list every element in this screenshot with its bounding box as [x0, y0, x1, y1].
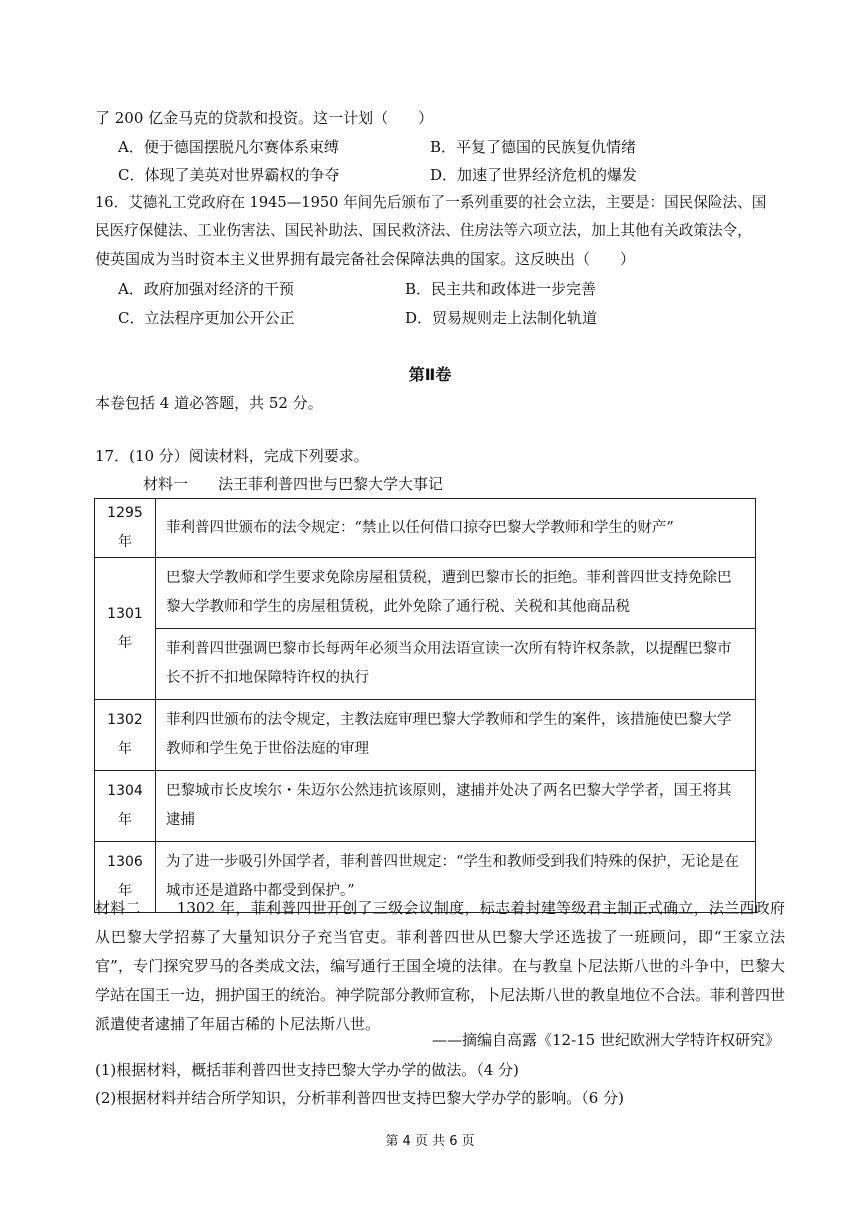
event-year: 1302 年 — [95, 700, 156, 771]
table-row — [95, 771, 756, 842]
q16-stem-line1: 16．艾德礼工党政府在 1945—1950 年间先后颁布了一系列重要的社会立法，主要是：国民保险法、国 — [95, 194, 767, 211]
event-text: 为了进一步吸引外国学者，菲利普四世规定：“学生和教师受到我们特殊的保护，无论是在城市还是道路中都受到保护。” — [156, 842, 756, 913]
page-footer: 第 4 页 共 6 页 — [385, 1134, 475, 1149]
material2-text: 1302 年，菲利普四世开创了三级会议制度，标志着封建等级君主制正式确立，法兰西政府从巴黎大学招募了大量知识分子充当官吏。菲利普四世从巴黎大学还选拔了一班顾问，即“王家立法官”，专门探究罗马的各类成文法，编写通行王国全境的法律。在与教皇卜尼法斯八世的斗争中，巴黎大学站在国王一边，拥护国王的统治。神学院部分教师宣称，卜尼法斯八世的教皇地位不合法。菲利普四世派遣使者逮捕了年届古稀的卜尼法斯八世。 — [95, 899, 786, 1033]
table-row — [95, 558, 756, 629]
q15-option-b: B．平复了德国的民族复仇情绪 — [430, 138, 637, 156]
event-year: 1301 年 — [95, 558, 156, 700]
material2-block — [95, 894, 785, 1039]
q15-option-d: D．加速了世界经济危机的爆发 — [430, 166, 638, 184]
table-row — [95, 629, 756, 700]
event-text: 巴黎大学教师和学生要求免除房屋租赁税，遭到巴黎市长的拒绝。菲利普四世支持免除巴黎大学教师和学生的房屋租赁税，此外免除了通行税、关税和其他商品税 — [156, 558, 756, 629]
q17-sub2: (2)根据材料并结合所学知识，分析菲利普四世支持巴黎大学办学的影响。（6 分) — [95, 1089, 624, 1107]
material2-source: ——摘编自高露《12-15 世纪欧洲大学特许权研究》 — [431, 1031, 780, 1049]
event-text: 菲利四世颁布的法令规定，主教法庭审理巴黎大学教师和学生的案件，该措施使巴黎大学教师和学生免于世俗法庭的审理 — [156, 700, 756, 771]
q16-option-a: A．政府加强对经济的干预 — [118, 280, 294, 298]
material1-title: 材料一 法王菲利普四世与巴黎大学大事记 — [143, 475, 444, 493]
event-year: 1304 年 — [95, 771, 156, 842]
part2-title: 第Ⅱ卷 — [408, 365, 452, 384]
events-table — [94, 498, 756, 913]
q15-stem-tail: 了 200 亿金马克的贷款和投资。这一计划（ ） — [95, 109, 434, 127]
event-text: 菲利普四世强调巴黎市长每两年必须当众用法语宣读一次所有特许权条款，以提醒巴黎市长不折不扣地保障特许权的执行 — [156, 629, 756, 700]
material2-label: 材料二 — [95, 899, 141, 917]
event-year: 1306 年 — [95, 842, 156, 913]
event-year: 1295 年 — [95, 499, 156, 558]
q15-option-c: C．体现了美英对世界霸权的争夺 — [118, 166, 340, 184]
q15-option-a: A．便于德国摆脱凡尔赛体系束缚 — [118, 138, 339, 156]
q17-sub1: (1)根据材料，概括菲利普四世支持巴黎大学办学的做法。（4 分) — [95, 1061, 519, 1079]
q16-option-d: D．贸易规则走上法制化轨道 — [405, 309, 598, 327]
q16-option-c: C．立法程序更加公开公正 — [118, 309, 295, 327]
q17-stem: 17．(10 分）阅读材料，完成下列要求。 — [95, 447, 369, 465]
event-text: 菲利普四世颁布的法令规定：“禁止以任何借口掠夺巴黎大学教师和学生的财产” — [156, 499, 756, 558]
table-row — [95, 499, 756, 558]
part2-intro: 本卷包括 4 道必答题，共 52 分。 — [95, 394, 323, 412]
table-row — [95, 700, 756, 771]
q16-stem-line3: 使英国成为当时资本主义世界拥有最完备社会保障法典的国家。这反映出（ ） — [95, 250, 636, 268]
event-text: 巴黎城市长皮埃尔・朱迈尔公然违抗该原则，逮捕并处决了两名巴黎大学学者，国王将其逮捕 — [156, 771, 756, 842]
q16-option-b: B．民主共和政体进一步完善 — [405, 280, 597, 298]
q16-stem-line2: 民医疗保健法、工业伤害法、国民补助法、国民救济法、住房法等六项立法，加上其他有关政策法令， — [95, 222, 752, 239]
